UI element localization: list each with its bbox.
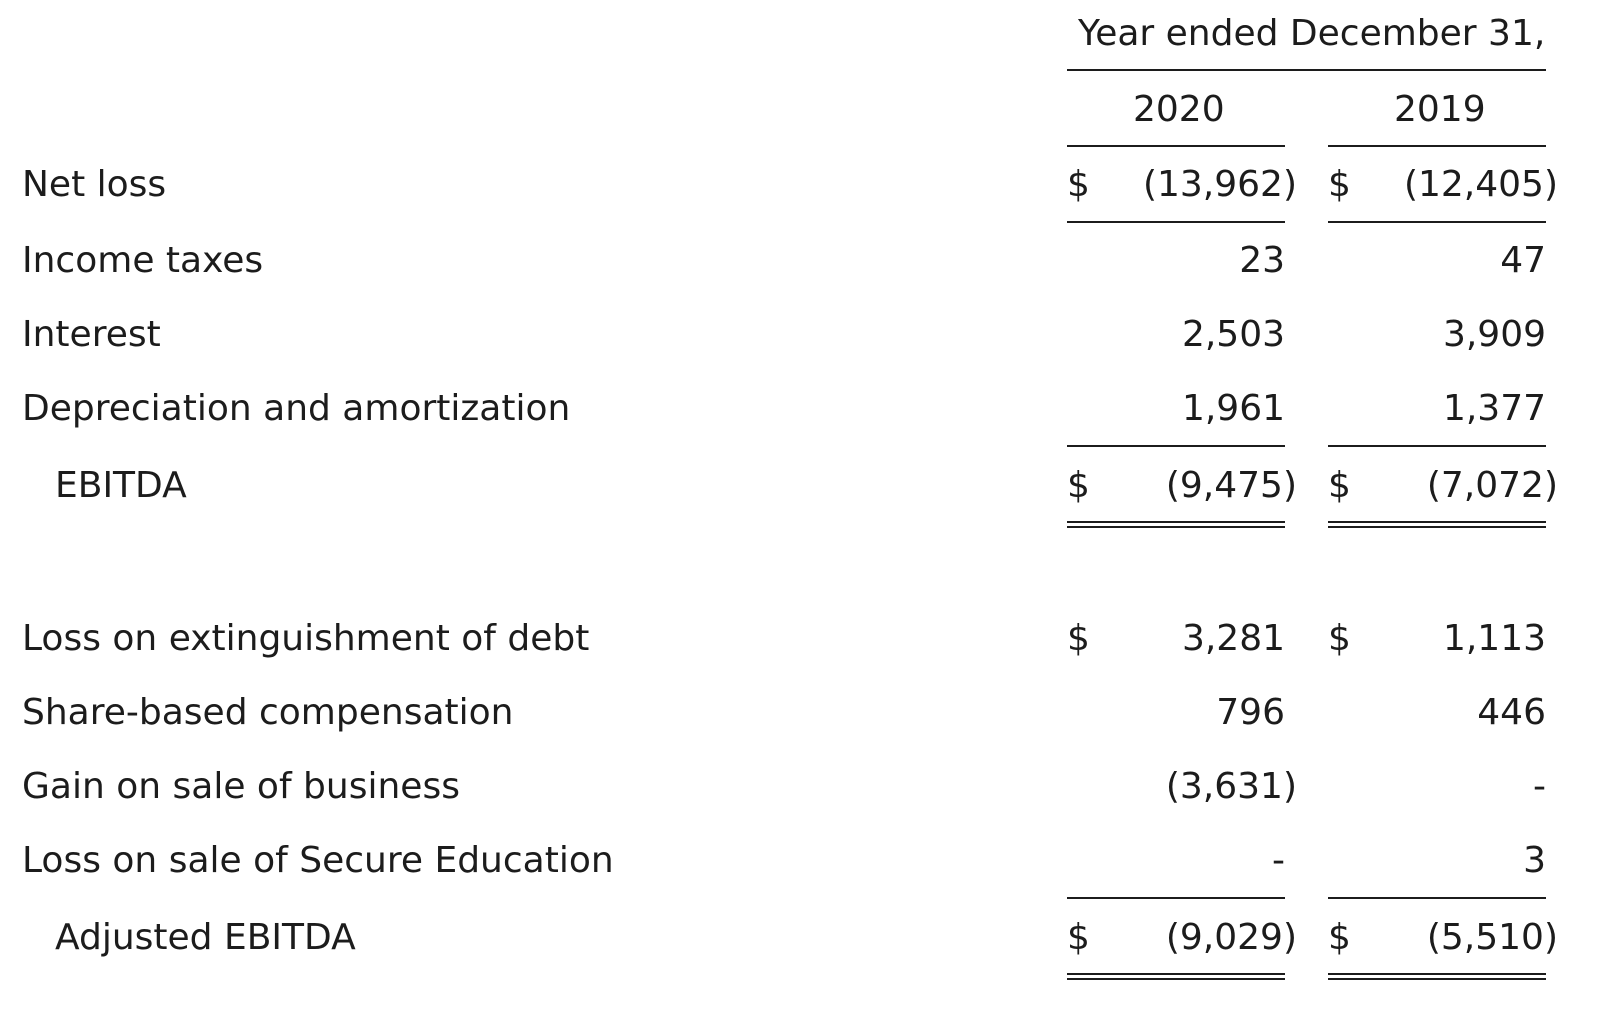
value-2019-interest: 3,909	[1442, 314, 1546, 355]
column-rule-2019	[1328, 145, 1546, 147]
value-2020-income-taxes: 23	[1239, 240, 1285, 281]
value-2020-net-loss: (13,962)	[1142, 164, 1297, 205]
double-rule-2019	[1328, 973, 1546, 980]
value-2019-ebitda: (7,072)	[1426, 465, 1558, 506]
row-label-share-based-compensation: Share-based compensation	[22, 692, 514, 733]
value-2020-depreciation: 1,961	[1181, 388, 1285, 429]
row-label-income-taxes: Income taxes	[22, 240, 264, 281]
row-label-depreciation: Depreciation and amortization	[22, 388, 571, 429]
rule-2020	[1067, 221, 1285, 223]
value-2019-gain-sale-business: -	[1533, 766, 1546, 807]
value-2020-ebitda: (9,475)	[1165, 465, 1297, 506]
row-label-ebitda: EBITDA	[55, 465, 187, 506]
header-rule	[1067, 69, 1546, 71]
rule-2019	[1328, 897, 1546, 899]
value-2019-depreciation: 1,377	[1442, 388, 1546, 429]
row-label-adjusted-ebitda: Adjusted EBITDA	[55, 917, 356, 958]
value-2020-interest: 2,503	[1181, 314, 1285, 355]
currency-symbol: $	[1067, 164, 1090, 205]
value-2020-adjusted-ebitda: (9,029)	[1165, 917, 1297, 958]
value-2020-share-based-compensation: 796	[1216, 692, 1285, 733]
row-label-loss-sale-secure-education: Loss on sale of Secure Education	[22, 840, 614, 881]
column-rule-2020	[1067, 145, 1285, 147]
double-rule-2020	[1067, 973, 1285, 980]
value-2019-adjusted-ebitda: (5,510)	[1426, 917, 1558, 958]
row-label-interest: Interest	[22, 314, 161, 355]
currency-symbol: $	[1067, 618, 1090, 659]
currency-symbol: $	[1067, 465, 1090, 506]
rule-2020	[1067, 445, 1285, 447]
row-label-gain-sale-business: Gain on sale of business	[22, 766, 460, 807]
currency-symbol: $	[1067, 917, 1090, 958]
value-2019-loss-sale-secure-education: 3	[1523, 840, 1546, 881]
rule-2019	[1328, 221, 1546, 223]
column-header-2020: 2020	[1133, 89, 1225, 130]
value-2019-loss-extinguishment: 1,113	[1442, 618, 1546, 659]
row-label-net-loss: Net loss	[22, 164, 167, 205]
value-2019-net-loss: (12,405)	[1403, 164, 1558, 205]
column-header-2019: 2019	[1394, 89, 1486, 130]
currency-symbol: $	[1328, 465, 1351, 506]
value-2019-income-taxes: 47	[1500, 240, 1546, 281]
currency-symbol: $	[1328, 164, 1351, 205]
value-2020-loss-sale-secure-education: -	[1272, 840, 1285, 881]
value-2020-gain-sale-business: (3,631)	[1165, 766, 1297, 807]
rule-2019	[1328, 445, 1546, 447]
rule-2020	[1067, 897, 1285, 899]
period-header: Year ended December 31,	[1078, 13, 1546, 54]
row-label-loss-extinguishment: Loss on extinguishment of debt	[22, 618, 590, 659]
value-2020-loss-extinguishment: 3,281	[1181, 618, 1285, 659]
double-rule-2020	[1067, 521, 1285, 528]
value-2019-share-based-compensation: 446	[1477, 692, 1546, 733]
currency-symbol: $	[1328, 917, 1351, 958]
currency-symbol: $	[1328, 618, 1351, 659]
double-rule-2019	[1328, 521, 1546, 528]
